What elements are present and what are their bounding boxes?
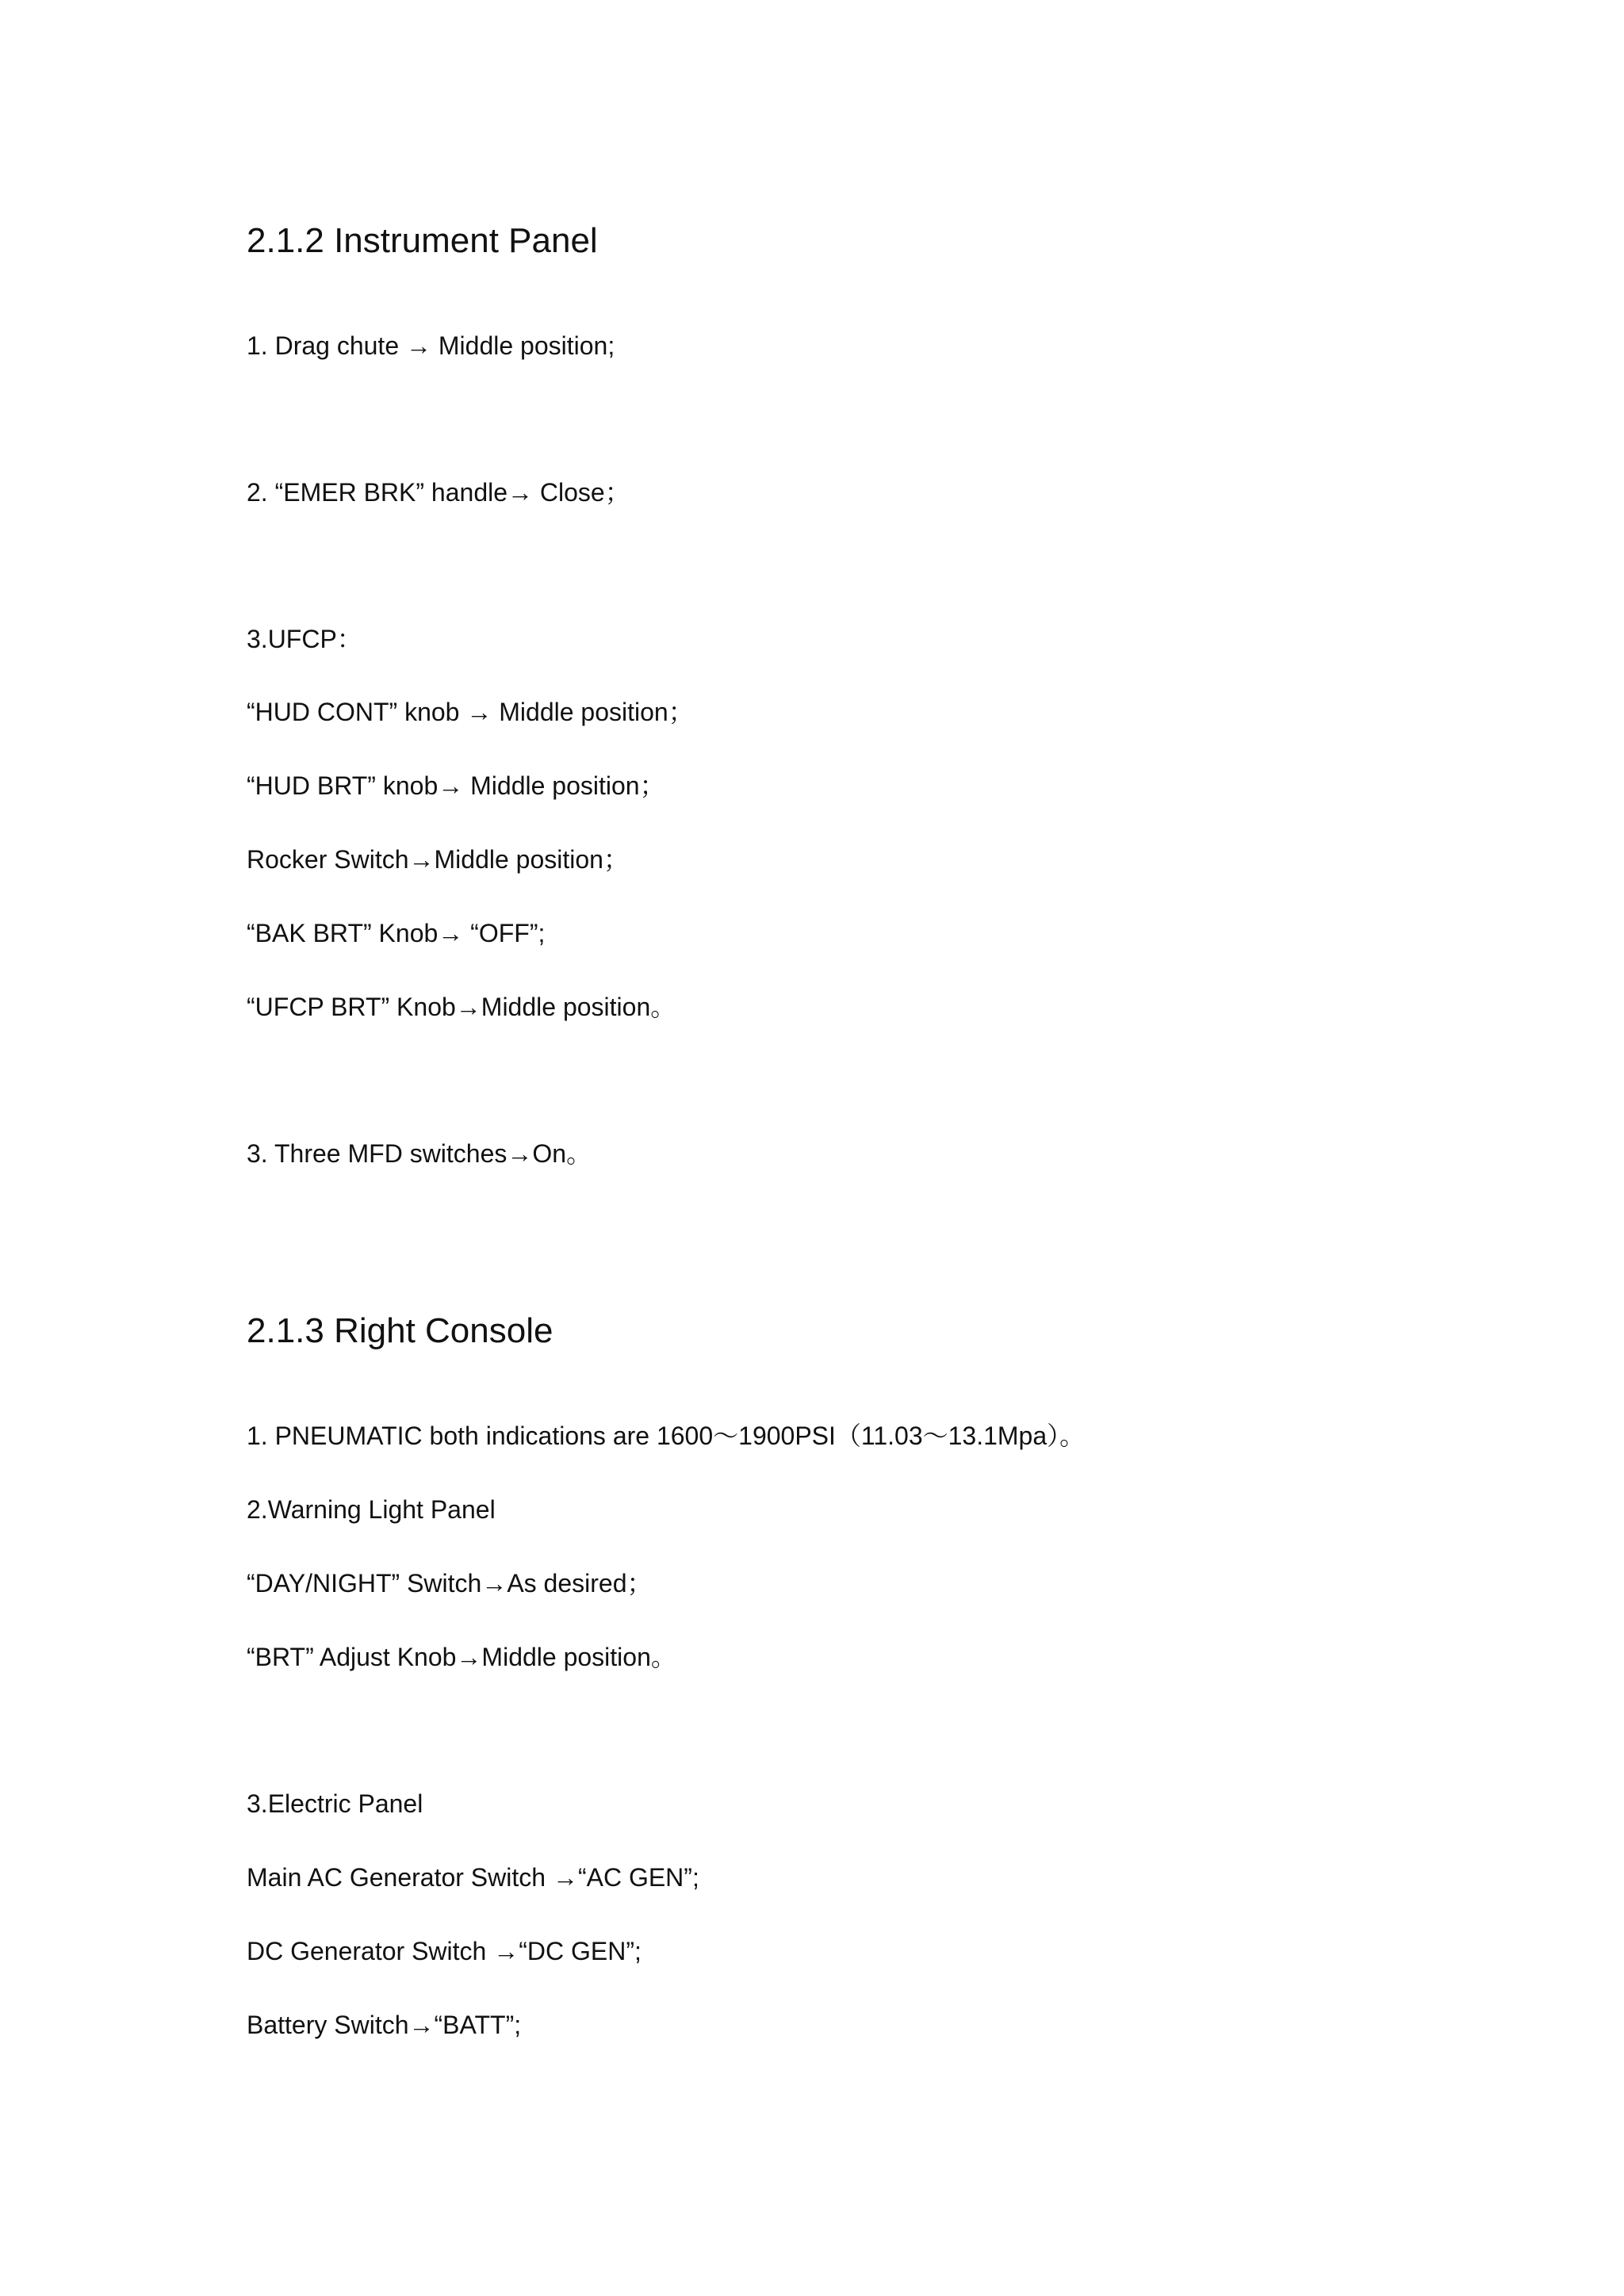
- instrument-item-ufcp: 3.UFCP：: [247, 625, 362, 653]
- instrument-item-bak-brt: “BAK BRT” Knob→ “OFF”;: [247, 919, 546, 947]
- right-item-pneumatic: 1. PNEUMATIC both indications are 1600～1900PSI（11.03～13.1Mpa）。: [247, 1422, 1086, 1450]
- instrument-item-ufcp-brt: “UFCP BRT” Knob→Middle position。: [247, 993, 676, 1021]
- instrument-item-drag-chute: 1. Drag chute → Middle position;: [247, 331, 615, 360]
- instrument-item-emer-brk: 2. “EMER BRK” handle→ Close；: [247, 478, 630, 507]
- right-item-ac-gen: Main AC Generator Switch →“AC GEN”;: [247, 1863, 699, 1892]
- right-item-electric-panel: 3.Electric Panel: [247, 1789, 423, 1818]
- right-item-day-night: “DAY/NIGHT” Switch→As desired；: [247, 1569, 653, 1598]
- right-item-warning-light-panel: 2.Warning Light Panel: [247, 1495, 496, 1524]
- instrument-item-hud-cont: “HUD CONT” knob → Middle position；: [247, 698, 694, 726]
- section-heading-instrument-panel: 2.1.2 Instrument Panel: [247, 221, 598, 260]
- right-item-brt-adjust: “BRT” Adjust Knob→Middle position。: [247, 1643, 676, 1671]
- instrument-item-rocker-switch: Rocker Switch→Middle position；: [247, 845, 629, 874]
- right-item-battery: Battery Switch→“BATT”;: [247, 2011, 522, 2039]
- instrument-item-mfd-switches: 3. Three MFD switches→On。: [247, 1139, 592, 1168]
- right-item-dc-gen: DC Generator Switch →“DC GEN”;: [247, 1937, 642, 1965]
- section-heading-right-console: 2.1.3 Right Console: [247, 1311, 553, 1350]
- instrument-item-hud-brt: “HUD BRT” knob→ Middle position；: [247, 771, 665, 800]
